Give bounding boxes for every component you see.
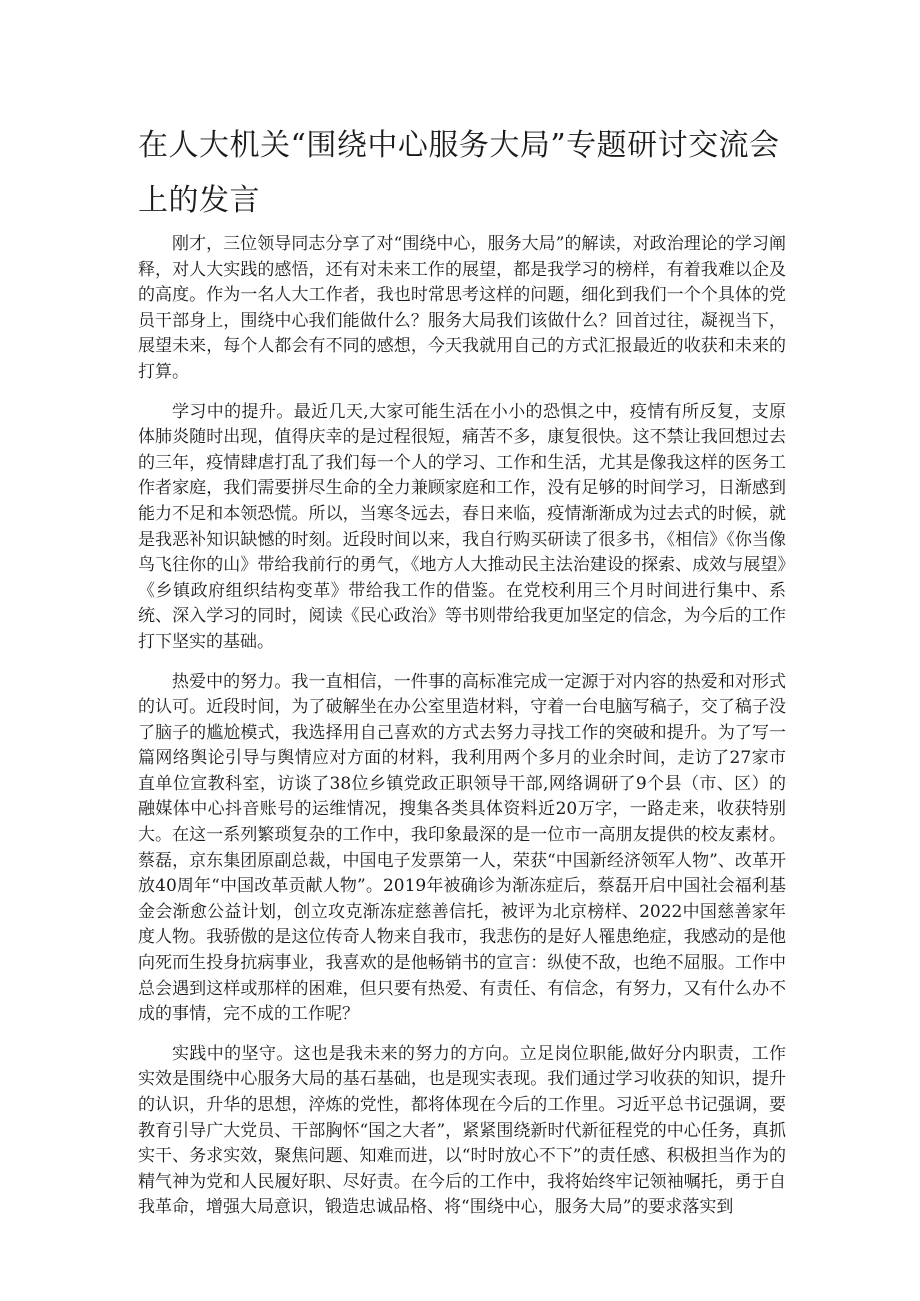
paragraph-practice: 实践中的坚守。这也是我未来的努力的方向。立足岗位职能,做好分内职责，工作实效是围绕中心服务大局的基石基础，也是现实表现。我们通过学习收获的知识，提升的认识，升华的思想，淬炼的党性，都将体现在今后的工作里。习近平总书记强调，要教育引导广大党员、干部胸怀“国之大者”，紧紧围绕新时代新征程党的中心任务，真抓实干、务求实效，聚焦问题、知难而进，以“时时放心不下”的责任感、积极担当作为的精气神为党和人民履好职、尽好责。在今后的工作中，我将始终牢记领袖嘱托，勇于自我革命，增强大局意识，锻造忠诚品格、将“围绕中心，服务大局”的要求落实到 [138,1043,786,1218]
paragraph-passion: 热爱中的努力。我一直相信，一件事的高标准完成一定源于对内容的热爱和对形式的认可。近段时间，为了破解坐在办公室里造材料，守着一台电脑写稿子，交了稿子没了脑子的尴尬模式，我选择用自己喜欢的方式去努力寻找工作的突破和提升。为了写一篇网络舆论引导与舆情应对方面的材料，我利用两个多月的业余时间，走访了27家市直单位宣教科室，访谈了38位乡镇党政正职领导干部,网络调研了9个县（市、区）的融媒体中心抖音账号的运维情况，搜集各类具体资料近20万字，一路走来，收获特别大。在这一系列繁琐复杂的工作中，我印象最深的是一位市一高朋友提供的校友素材。蔡磊，京东集团原副总裁，中国电子发票第一人，荣获“中国新经济领军人物”、改革开放40周年“中国改革贡献人物”。2019年被确诊为渐冻症后，蔡磊开启中国社会福利基金会渐愈公益计划，创立攻克渐冻症慈善信托，被评为北京榜样、2022中国慈善家年度人物。我骄傲的是这位传奇人物来自我市，我悲伤的是好人罹患绝症，我感动的是他向死而生投身抗病事业，我喜欢的是他畅销书的宣言：纵使不敌，也绝不屈服。工作中总会遇到这样或那样的困难，但只要有热爱、有责任、有信念，有努力，又有什么办不成的事情，完不成的工作呢？ [138,671,786,1025]
document-body [138,232,786,1235]
paragraph-learning: 学习中的提升。最近几天,大家可能生活在小小的恐惧之中，疫情有所反复，支原体肺炎随时出现，值得庆幸的是过程很短，痛苦不多，康复很快。这不禁让我回想过去的三年，疫情肆虐打乱了我们每一个人的学习、工作和生活，尤其是像我这样的医务工作者家庭，我们需要拼尽生命的全力兼顾家庭和工作，没有足够的时间学习，日渐感到能力不足和本领恐慌。所以，当寒冬远去，春日来临，疫情渐渐成为过去式的时候，就是我恶补知识缺憾的时刻。近段时间以来，我自行购买研读了很多书，《相信》《你当像鸟飞往你的山》带给我前行的勇气，《地方人大推动民主法治建设的探索、成效与展望》《乡镇政府组织结构变革》带给我工作的借鉴。在党校利用三个月时间进行集中、系统、深入学习的同时，阅读《民心政治》等书则带给我更加坚定的信念，为今后的工作打下坚实的基础。 [138,401,786,652]
document-title: 在人大机关“围绕中心服务大局”专题研讨交流会上的发言 [138,128,780,218]
paragraph-intro: 刚才，三位领导同志分享了对“围绕中心，服务大局”的解读，对政治理论的学习阐释，对人大实践的感悟，还有对未来工作的展望，都是我学习的榜样，有着我难以企及的高度。作为一名人大工作者，我也时常思考这样的问题，细化到我们一个个具体的党员干部身上，围绕中心我们能做什么？服务大局我们该做什么？回首过往，凝视当下，展望未来，每个人都会有不同的感想，今天我就用自己的方式汇报最近的收获和未来的打算。 [138,234,786,382]
